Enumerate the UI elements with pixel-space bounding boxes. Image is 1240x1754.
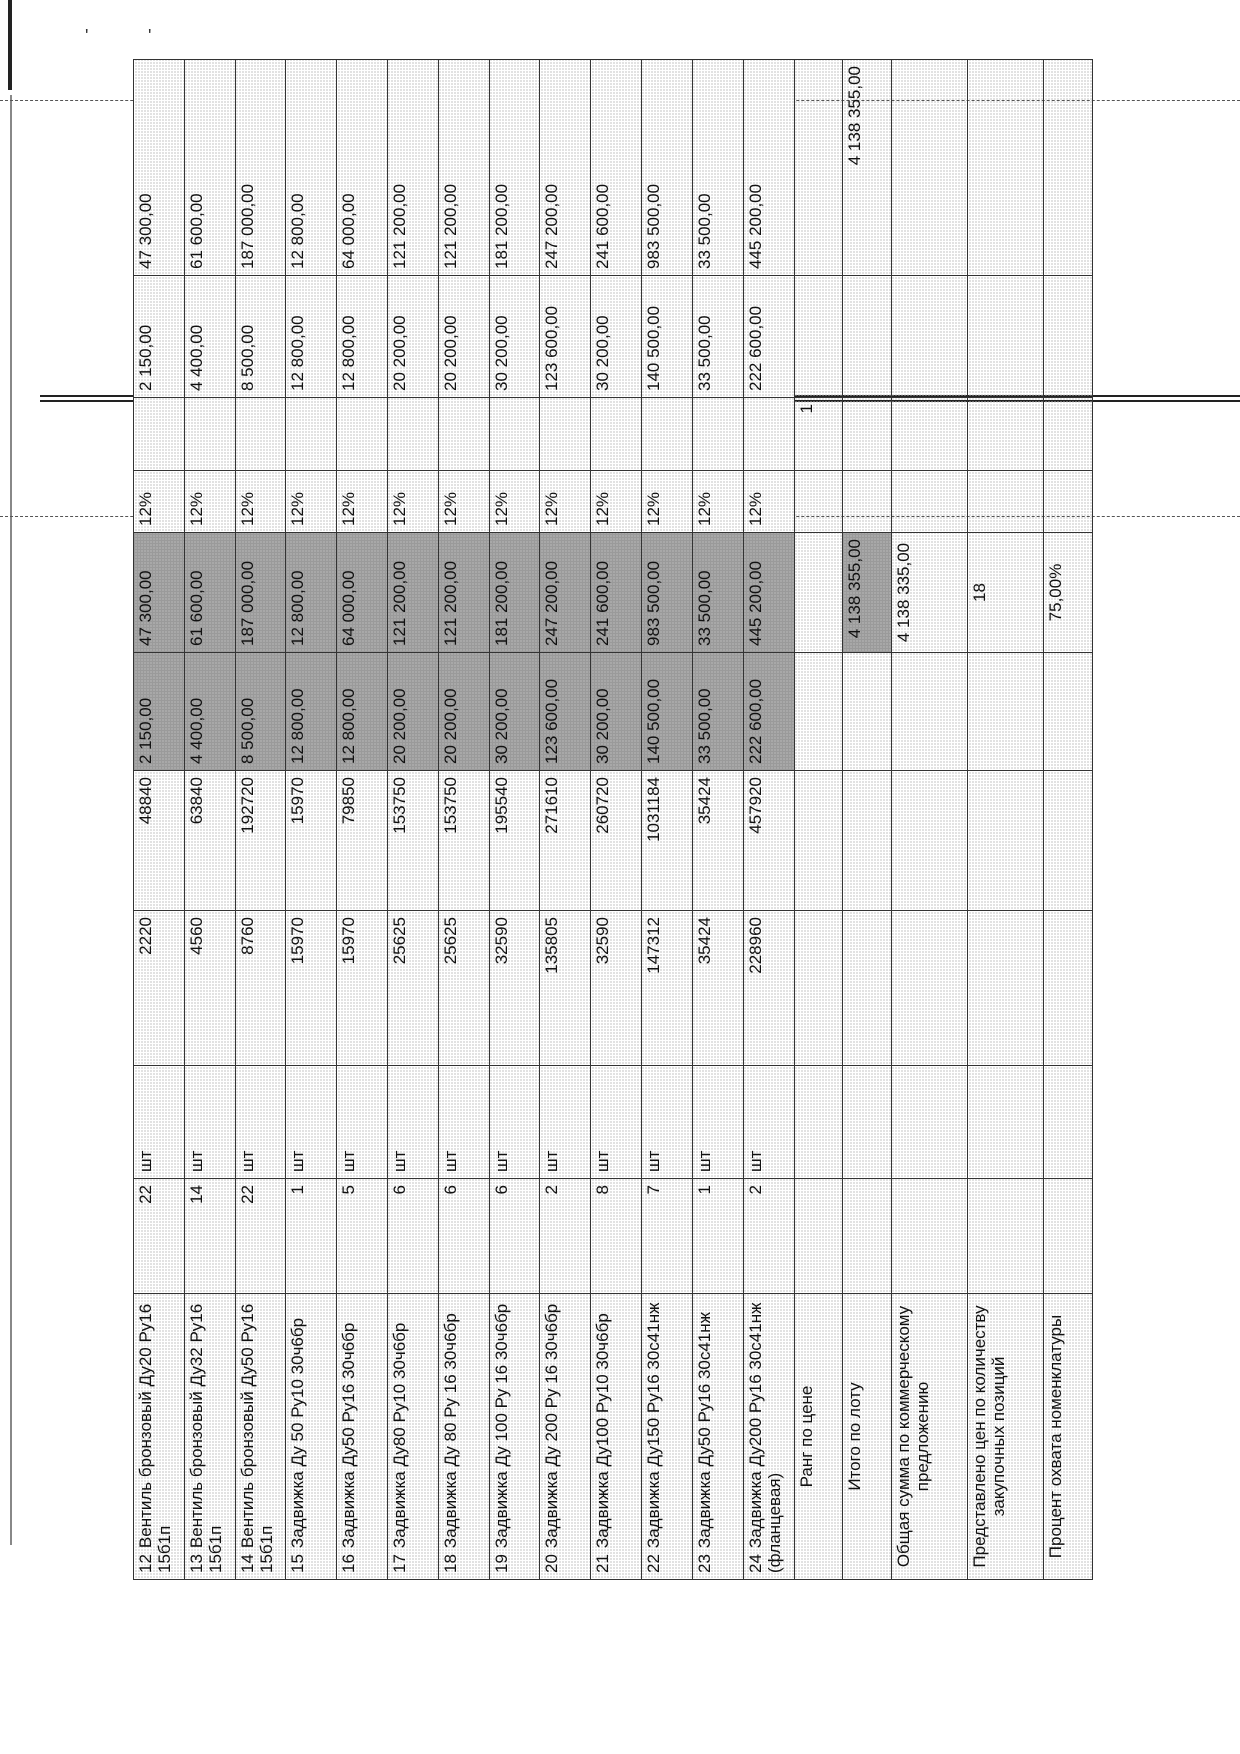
item-unit: шт: [134, 1066, 185, 1179]
offer-price: 123 600,00: [540, 653, 591, 771]
table-row: [184, 60, 235, 1580]
item-number: 14: [237, 1554, 257, 1573]
item-total: 153750: [387, 771, 438, 911]
offer-total: 47 300,00: [134, 533, 185, 653]
final-total: 61 600,00: [184, 60, 235, 276]
item-cell: [235, 1294, 286, 1580]
item-number: 16: [339, 1554, 359, 1573]
item-unit: шт: [286, 1066, 337, 1179]
item-blank: [337, 398, 388, 471]
item-name: Задвижка Ду 200 Ру 16 30ч6бр: [542, 1303, 562, 1549]
lot-total-label: Итого по лоту: [843, 1294, 892, 1580]
item-blank: [134, 398, 185, 471]
item-cell: [134, 1294, 185, 1580]
table-row: [438, 60, 489, 1580]
offer-price: 4 400,00: [184, 653, 235, 771]
offer-price: 8 500,00: [235, 653, 286, 771]
item-blank: [743, 398, 794, 471]
final-price: 4 400,00: [184, 276, 235, 398]
item-number: 13: [186, 1554, 206, 1573]
item-name: Вентиль бронзовый Ду20 Ру16 15б1п: [136, 1303, 174, 1573]
item-cell: [692, 1294, 743, 1580]
coverage-value: 75,00%: [1044, 533, 1093, 653]
item-unit: шт: [184, 1066, 235, 1179]
offer-total: 61 600,00: [184, 533, 235, 653]
final-total: 445 200,00: [743, 60, 794, 276]
item-unit: шт: [591, 1066, 642, 1179]
item-name: Задвижка Ду 50 Ру10 30ч6бр: [288, 1317, 308, 1549]
item-number: 12: [136, 1554, 155, 1573]
offer-price: 33 500,00: [692, 653, 743, 771]
item-qty: 22: [134, 1179, 185, 1294]
table-row: [489, 60, 540, 1580]
offer-total: 12 800,00: [286, 533, 337, 653]
table-row: [134, 60, 185, 1580]
offer-total: 181 200,00: [489, 533, 540, 653]
item-vat: 12%: [692, 471, 743, 533]
final-total: 64 000,00: [337, 60, 388, 276]
item-cell: [337, 1294, 388, 1580]
item-vat: 12%: [438, 471, 489, 533]
final-price: 2 150,00: [134, 276, 185, 398]
item-total: 457920: [743, 771, 794, 911]
table-row: [387, 60, 438, 1580]
item-number: 15: [288, 1554, 308, 1573]
offer-total: 121 200,00: [387, 533, 438, 653]
item-price: 25625: [438, 911, 489, 1066]
item-name: Задвижка Ду200 Ру16 30с41нж (фланцевая): [745, 1302, 784, 1573]
final-price: 20 200,00: [387, 276, 438, 398]
item-price: 32590: [591, 911, 642, 1066]
item-vat: 12%: [286, 471, 337, 533]
item-unit: шт: [438, 1066, 489, 1179]
offer-price: 30 200,00: [591, 653, 642, 771]
item-qty: 6: [489, 1179, 540, 1294]
item-vat: 12%: [387, 471, 438, 533]
item-unit: шт: [692, 1066, 743, 1179]
item-qty: 2: [540, 1179, 591, 1294]
item-unit: шт: [387, 1066, 438, 1179]
final-price: 30 200,00: [591, 276, 642, 398]
item-blank: [286, 398, 337, 471]
scan-mark: ': [85, 26, 89, 46]
offer-price: 20 200,00: [387, 653, 438, 771]
scan-edge-left-2: [10, 95, 12, 1545]
item-price: 4560: [184, 911, 235, 1066]
table-row: [235, 60, 286, 1580]
item-cell: [387, 1294, 438, 1580]
commercial-value: 4 138 335,00: [891, 533, 967, 653]
scan-edge-left: [8, 0, 12, 90]
item-number: 21: [593, 1554, 613, 1573]
commercial-label: Общая сумма по коммерческому предложению: [891, 1294, 967, 1580]
item-qty: 6: [387, 1179, 438, 1294]
item-blank: [438, 398, 489, 471]
item-vat: 12%: [641, 471, 692, 533]
item-vat: 12%: [235, 471, 286, 533]
item-vat: 12%: [743, 471, 794, 533]
item-qty: 22: [235, 1179, 286, 1294]
item-total: 35424: [692, 771, 743, 911]
final-price: 12 800,00: [337, 276, 388, 398]
final-total: 187 000,00: [235, 60, 286, 276]
final-price: 222 600,00: [743, 276, 794, 398]
offer-price: 2 150,00: [134, 653, 185, 771]
item-number: 24: [745, 1554, 765, 1573]
item-cell: [743, 1294, 794, 1580]
item-qty: 1: [286, 1179, 337, 1294]
final-price: 12 800,00: [286, 276, 337, 398]
positions-label: Представлено цен по количеству закупочных позиций: [968, 1294, 1044, 1580]
item-name: Задвижка Ду80 Ру10 30ч6бр: [389, 1322, 409, 1549]
item-price: 32590: [489, 911, 540, 1066]
item-name: Задвижка Ду 80 Ру 16 30ч6бр: [440, 1313, 460, 1549]
item-name: Задвижка Ду50 Ру16 30ч6бр: [339, 1322, 359, 1549]
item-cell: [591, 1294, 642, 1580]
item-qty: 7: [641, 1179, 692, 1294]
item-qty: 14: [184, 1179, 235, 1294]
item-blank: [489, 398, 540, 471]
item-name: Задвижка Ду150 Ру16 30с41нж: [643, 1302, 663, 1549]
offer-total: 33 500,00: [692, 533, 743, 653]
offer-price: 222 600,00: [743, 653, 794, 771]
item-name: Задвижка Ду50 Ру16 30с41нж: [694, 1311, 714, 1549]
item-vat: 12%: [540, 471, 591, 533]
table-row: [641, 60, 692, 1580]
item-blank: [540, 398, 591, 471]
item-unit: шт: [489, 1066, 540, 1179]
item-qty: 1: [692, 1179, 743, 1294]
item-cell: [438, 1294, 489, 1580]
item-blank: [387, 398, 438, 471]
item-unit: шт: [641, 1066, 692, 1179]
item-name: Задвижка Ду100 Ру10 30ч6бр: [593, 1313, 613, 1549]
item-vat: 12%: [337, 471, 388, 533]
item-total: 153750: [438, 771, 489, 911]
rank-value: 1: [794, 398, 843, 471]
final-price: 140 500,00: [641, 276, 692, 398]
rank-label: Ранг по цене: [794, 1294, 843, 1580]
item-vat: 12%: [489, 471, 540, 533]
final-total: 33 500,00: [692, 60, 743, 276]
offer-price: 30 200,00: [489, 653, 540, 771]
final-price: 123 600,00: [540, 276, 591, 398]
offer-total: 64 000,00: [337, 533, 388, 653]
summary-row-positions: [968, 60, 1044, 1580]
item-name: Вентиль бронзовый Ду32 Ру16 15б1п: [186, 1303, 225, 1573]
item-vat: 12%: [134, 471, 185, 533]
summary-row-total: [843, 60, 892, 1580]
item-blank: [692, 398, 743, 471]
item-price: 15970: [286, 911, 337, 1066]
item-cell: [489, 1294, 540, 1580]
positions-value: 18: [968, 533, 1044, 653]
item-qty: 5: [337, 1179, 388, 1294]
item-qty: 8: [591, 1179, 642, 1294]
offer-price: 140 500,00: [641, 653, 692, 771]
table-row: [591, 60, 642, 1580]
item-price: 25625: [387, 911, 438, 1066]
offer-total: 121 200,00: [438, 533, 489, 653]
item-price: 35424: [692, 911, 743, 1066]
item-vat: 12%: [184, 471, 235, 533]
final-total: 12 800,00: [286, 60, 337, 276]
lot-total-final: 4 138 355,00: [843, 60, 892, 276]
item-qty: 6: [438, 1179, 489, 1294]
item-number: 23: [694, 1554, 714, 1573]
final-total: 983 500,00: [641, 60, 692, 276]
summary-row-rank: [794, 60, 843, 1580]
item-blank: [235, 398, 286, 471]
offer-total: 187 000,00: [235, 533, 286, 653]
item-price: 15970: [337, 911, 388, 1066]
offer-total: 983 500,00: [641, 533, 692, 653]
summary-rows: [794, 60, 1093, 1580]
item-number: 18: [440, 1554, 460, 1573]
item-total: 192720: [235, 771, 286, 911]
item-total: 15970: [286, 771, 337, 911]
final-total: 121 200,00: [387, 60, 438, 276]
item-total: 63840: [184, 771, 235, 911]
item-vat: 12%: [591, 471, 642, 533]
item-unit: шт: [540, 1066, 591, 1179]
lot-total-offer: 4 138 355,00: [843, 533, 892, 653]
offer-price: 12 800,00: [337, 653, 388, 771]
item-cell: [286, 1294, 337, 1580]
item-unit: шт: [235, 1066, 286, 1179]
final-total: 241 600,00: [591, 60, 642, 276]
item-name: Вентиль бронзовый Ду50 Ру16 15б1п: [237, 1303, 276, 1573]
offer-total: 247 200,00: [540, 533, 591, 653]
final-total: 247 200,00: [540, 60, 591, 276]
final-total: 47 300,00: [134, 60, 185, 276]
item-price: 8760: [235, 911, 286, 1066]
final-total: 121 200,00: [438, 60, 489, 276]
item-price: 228960: [743, 911, 794, 1066]
item-total: 1031184: [641, 771, 692, 911]
final-price: 33 500,00: [692, 276, 743, 398]
rotated-table-sheet: [133, 60, 1093, 1580]
item-price: 135805: [540, 911, 591, 1066]
item-blank: [184, 398, 235, 471]
offer-total: 241 600,00: [591, 533, 642, 653]
summary-row-commercial: [891, 60, 967, 1580]
item-total: 260720: [591, 771, 642, 911]
summary-row-coverage: [1044, 60, 1093, 1580]
item-name: Задвижка Ду 100 Ру 16 30ч6бр: [491, 1303, 511, 1549]
item-cell: [540, 1294, 591, 1580]
offer-price: 20 200,00: [438, 653, 489, 771]
table-row: [540, 60, 591, 1580]
item-cell: [641, 1294, 692, 1580]
item-total: 79850: [337, 771, 388, 911]
item-cell: [184, 1294, 235, 1580]
table-row: [286, 60, 337, 1580]
item-unit: шт: [743, 1066, 794, 1179]
item-number: 20: [542, 1554, 562, 1573]
final-total: 181 200,00: [489, 60, 540, 276]
table-body: [134, 60, 795, 1580]
item-total: 48840: [134, 771, 185, 911]
scan-mark: ': [148, 26, 152, 46]
table-row: [337, 60, 388, 1580]
final-price: 8 500,00: [235, 276, 286, 398]
item-price: 147312: [641, 911, 692, 1066]
item-qty: 2: [743, 1179, 794, 1294]
final-price: 20 200,00: [438, 276, 489, 398]
offer-total: 445 200,00: [743, 533, 794, 653]
table-row: [692, 60, 743, 1580]
item-number: 19: [491, 1554, 511, 1573]
table-row: [743, 60, 794, 1580]
item-total: 271610: [540, 771, 591, 911]
item-total: 195540: [489, 771, 540, 911]
coverage-label: Процент охвата номенклатуры: [1044, 1294, 1093, 1580]
item-number: 22: [643, 1554, 663, 1573]
item-unit: шт: [337, 1066, 388, 1179]
final-price: 30 200,00: [489, 276, 540, 398]
item-price: 2220: [134, 911, 185, 1066]
price-comparison-table: [133, 59, 1093, 1580]
item-blank: [591, 398, 642, 471]
item-blank: [641, 398, 692, 471]
offer-price: 12 800,00: [286, 653, 337, 771]
item-number: 17: [389, 1554, 409, 1573]
